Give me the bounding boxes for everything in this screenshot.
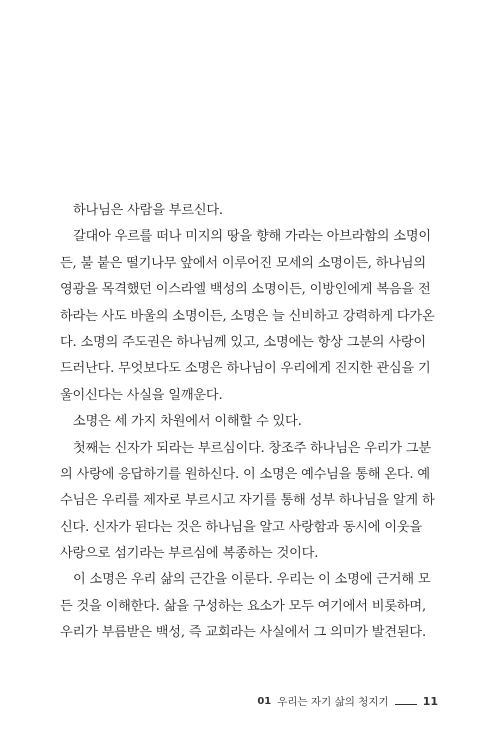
paragraph-line: 든 것을 이해한다. 삶을 구성하는 요소가 모두 여기에서 비롯하며, bbox=[60, 598, 426, 614]
paragraph-line: 하나님은 사람을 부르신다. bbox=[73, 203, 223, 218]
paragraph-line: 사랑으로 섬기라는 부르심에 복종하는 것이다. bbox=[60, 546, 319, 562]
paragraph-line: 의 사랑에 응답하기를 원하신다. 이 소명은 예수님을 통해 온다. 예 bbox=[60, 466, 430, 482]
paragraph-line: 하라는 사도 바울의 소명이든, 소명은 늘 신비하고 강력하게 다가온 bbox=[60, 308, 435, 324]
paragraph-line: 울이신다는 사실을 일깨운다. bbox=[60, 387, 223, 403]
paragraph-line: 신다. 신자가 된다는 것은 하나님을 알고 사랑함과 동시에 이웃을 bbox=[60, 519, 422, 535]
body-text bbox=[60, 198, 438, 647]
chapter-title: 우리는 자기 삶의 청지기 bbox=[277, 695, 389, 708]
paragraph-line: 든, 불 붙은 떨기나무 앞에서 이루어진 모세의 소명이든, 하나님의 bbox=[60, 255, 426, 271]
paragraph-line: 드러난다. 무엇보다도 소명은 하나님이 우리에게 진지한 관심을 기 bbox=[60, 361, 431, 377]
running-footer bbox=[257, 693, 438, 709]
paragraph-line: 이 소명은 우리 삶의 근간을 이룬다. 우리는 이 소명에 근거해 모 bbox=[73, 572, 431, 588]
paragraph-line: 갈대아 우르를 떠나 미지의 땅을 향해 가라는 아브라함의 소명이 bbox=[73, 229, 431, 245]
paragraph-line: 첫째는 신자가 되라는 부르심이다. 창조주 하나님은 우리가 그분 bbox=[73, 440, 431, 456]
paragraph-line: 소명은 세 가지 차원에서 이해할 수 있다. bbox=[73, 414, 302, 430]
paragraph-line: 영광을 목격했던 이스라엘 백성의 소명이든, 이방인에게 복음을 전 bbox=[60, 282, 431, 298]
footer-rule bbox=[395, 704, 417, 705]
chapter-number: 01 bbox=[257, 695, 272, 707]
paragraph-line: 우리가 부름받은 백성, 즉 교회라는 사실에서 그 의미가 발견된다. bbox=[60, 625, 426, 641]
paragraph-line: 다. 소명의 주도권은 하나님께 있고, 소명에는 항상 그분의 사랑이 bbox=[60, 334, 426, 350]
paragraph-line: 수님은 우리를 제자로 부르시고 자기를 통해 성부 하나님을 알게 하 bbox=[60, 493, 435, 509]
page-number: 11 bbox=[422, 694, 438, 708]
